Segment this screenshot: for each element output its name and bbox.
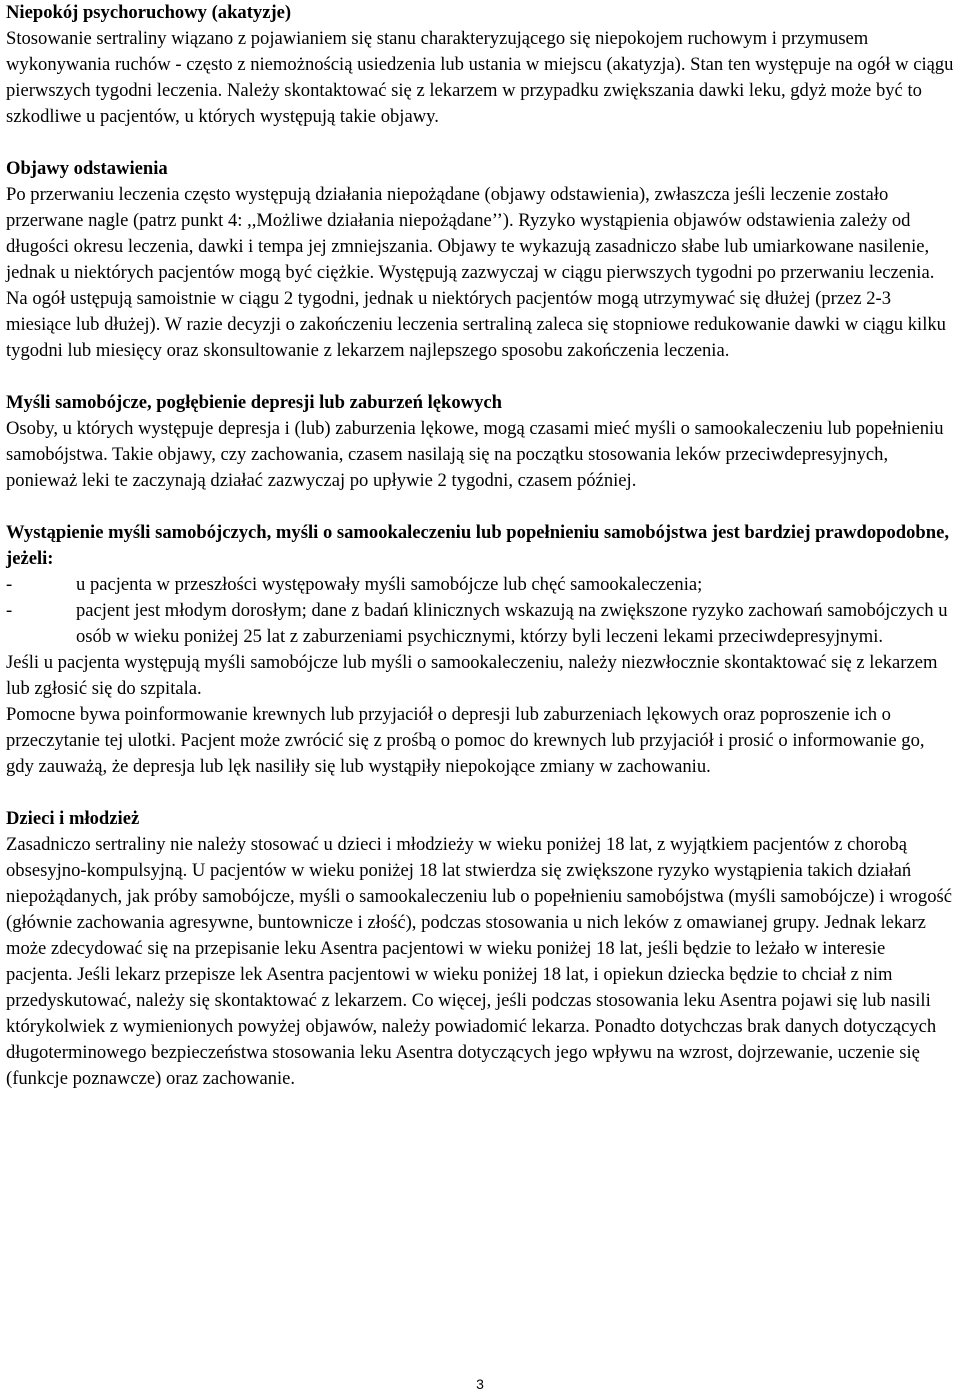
page-number: 3 bbox=[476, 1376, 484, 1392]
section-heading: Myśli samobójcze, pogłębienie depresji lub zaburzeń lękowych bbox=[6, 392, 502, 413]
paragraph: Zasadniczo sertraliny nie należy stosować u dzieci i młodzieży w wieku poniżej 18 lat, z wyjątkiem pacjentów z chorobą obsesyjno-kompulsyjną. U pacjentów w wieku poniżej 18 lat stwierdza się zwiększone ryzyko wystąpienia takich działań niepożądanych, jak próby samobójcze, myśli o samookaleczeniu lub o popełnieniu samobójstwa (myśli samobójcze) i wrogość (głównie zachowania agresywne, buntownicze i złość), podczas stosowania u nich leków z omawianej grupy. Jednak lekarz może zdecydować się na przepisanie leku Asentra pacjentowi w wieku poniżej 18 lat, jeśli będzie to leżało w interesie pacjenta. Jeśli lekarz przepisze lek Asentra pacjentowi w wieku poniżej 18 lat, i opiekun dziecka będzie to chciał z nim przedyskutować, należy się skontaktować z lekarzem. Co więcej, jeśli podczas stosowania leku Asentra pojawi się lub nasili którykolwiek z wymienionych powyżej objawów, należy powiadomić lekarza. Ponadto dotychczas brak danych dotyczących długoterminowego bezpieczeństwa stosowania leku Asentra dotyczących jego wpływu na wzrost, dojrzewanie, uczenie się (funkcje poznawcze) oraz zachowanie. bbox=[6, 834, 952, 1089]
paragraph: Jeśli u pacjenta występują myśli samobójcze lub myśli o samookaleczeniu, należy niezwłocznie skontaktować się z lekarzem lub zgłosić się do szpitala. bbox=[6, 652, 938, 699]
section-ryzyko bbox=[6, 520, 956, 780]
list-item-text: u pacjenta w przeszłości występowały myśli samobójcze lub chęć samookaleczenia; bbox=[76, 574, 703, 595]
spacer bbox=[6, 130, 956, 156]
paragraph: Stosowanie sertraliny wiązano z pojawianiem się stanu charakteryzującego się niepokojem ruchowym i przymusem wykonywania ruchów - często z niemożnością usiedzenia lub ustania w miejscu (akatyzja). Stan ten występuje na ogół w ciągu pierwszych tygodni leczenia. Należy skontaktować się z lekarzem w przypadku zwiększania dawki leku, gdyż może być to szkodliwe u pacjentów, u których występują takie objawy. bbox=[6, 28, 954, 127]
paragraph: Pomocne bywa poinformowanie krewnych lub przyjaciół o depresji lub zaburzeniach lękowych oraz poproszenie ich o przeczytanie tej ulotki. Pacjent może zwrócić się z prośbą o pomoc do krewnych lub przyjaciół i prosić o informowanie go, gdy zauważą, że depresja lub lęk nasiliły się lub wystąpiły niepokojące zmiany w zachowaniu. bbox=[6, 704, 925, 777]
spacer bbox=[6, 494, 956, 520]
section-heading: Niepokój psychoruchowy (akatyzje) bbox=[6, 2, 292, 23]
list-dash: - bbox=[6, 600, 13, 621]
section-akatyzja bbox=[6, 0, 956, 130]
section-mysli-samobojcze bbox=[6, 390, 956, 494]
list-dash: - bbox=[6, 574, 13, 595]
section-dzieci bbox=[6, 806, 956, 1092]
list-item-text: pacjent jest młodym dorosłym; dane z badań klinicznych wskazują na zwiększone ryzyko zachowań samobójczych u osób w wieku poniżej 25 lat z zaburzeniami psychicznymi, którzy byli leczeni lekami przeciwdepresyjnymi. bbox=[76, 600, 948, 647]
list-item bbox=[6, 598, 956, 650]
paragraph: Po przerwaniu leczenia często występują działania niepożądane (objawy odstawienia), zwłaszcza jeśli leczenie zostało przerwane nagle (patrz punkt 4: ,,Możliwe działania niepożądane’’). Ryzyko wystąpienia objawów odstawienia zależy od długości okresu leczenia, dawki i tempa jej zmniejszania. Objawy te wykazują zasadniczo słabe lub umiarkowane nasilenie, jednak u niektórych pacjentów mogą być ciężkie. Występują zazwyczaj w ciągu pierwszych tygodni po przerwaniu leczenia. Na ogół ustępują samoistnie w ciągu 2 tygodni, jednak u niektórych pacjentów mogą utrzymywać się dłużej (przez 2-3 miesiące lub dłużej). W razie decyzji o zakończeniu leczenia sertraliną zaleca się stopniowe redukowanie dawki w ciągu kilku tygodni lub miesięcy oraz skonsultowanie z lekarzem najlepszego sposobu zakończenia leczenia. bbox=[6, 184, 946, 361]
section-heading: Objawy odstawienia bbox=[6, 158, 168, 179]
list-item bbox=[6, 572, 956, 598]
spacer bbox=[6, 780, 956, 806]
spacer bbox=[6, 364, 956, 390]
section-heading: Wystąpienie myśli samobójczych, myśli o samookaleczeniu lub popełnieniu samobójstwa jest bardziej prawdopodobne, jeżeli: bbox=[6, 522, 949, 569]
section-heading: Dzieci i młodzież bbox=[6, 808, 140, 829]
document-page bbox=[6, 0, 956, 1092]
paragraph: Osoby, u których występuje depresja i (lub) zaburzenia lękowe, mogą czasami mieć myśli o samookaleczeniu lub popełnieniu samobójstwa. Takie objawy, czy zachowania, czasem nasilają się na początku stosowania leków przeciwdepresyjnych, ponieważ leki te zaczynają działać zazwyczaj po upływie 2 tygodni, czasem później. bbox=[6, 418, 944, 491]
section-objawy-odstawienia bbox=[6, 156, 956, 364]
